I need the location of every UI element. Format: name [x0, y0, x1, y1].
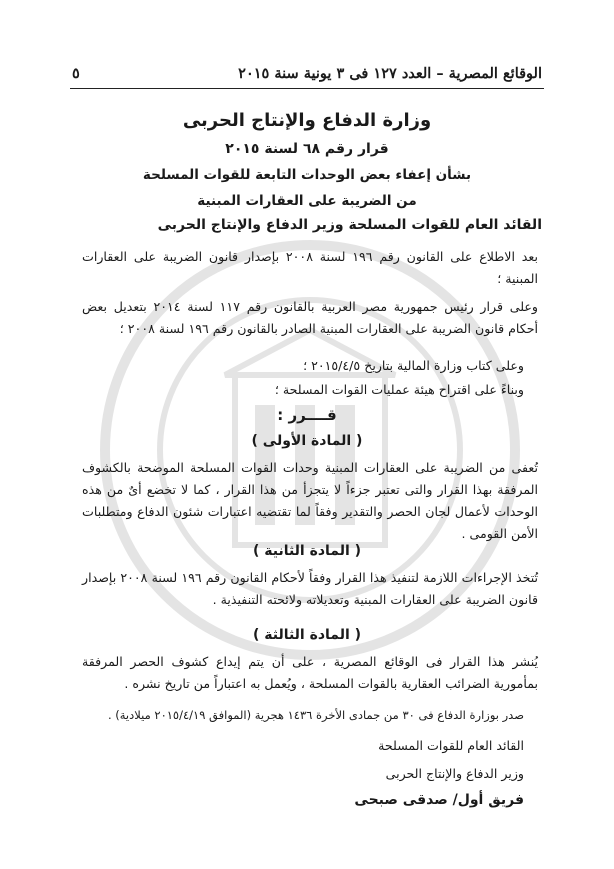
- decree-subject-line-2: من الضريبة على العقارات المبنية: [197, 193, 417, 209]
- gazette-header: [72, 62, 542, 84]
- decree-number: قرار رقم ٦٨ لسنة ٢٠١٥: [225, 141, 389, 157]
- article-2-title: ( المادة الثانية ): [252, 543, 362, 559]
- ministry-title: وزارة الدفاع والإنتاج الحربى: [182, 110, 432, 131]
- article-1-text: تُعفى من الضريبة على العقارات المبنية وحدات القوات المسلحة الموضحة بالكشوف المرفقة بهذا القرار والتى تعتبر جزءاً لا يتجزأ من هذا القرار ، كما لا تخضع أىٌ من هذه الوحدات لأعمال لجان الحصر والتقدير وفقاً لما تقتضيه اعتبارات شئون الدفاع ومتطلبات الأمن القومى .: [82, 460, 538, 541]
- preamble-law-196: بعد الاطلاع على القانون رقم ١٩٦ لسنة ٢٠٠٨ بإصدار قانون الضريبة على العقارات المبنية ؛: [82, 249, 538, 286]
- page-number: ٥: [72, 64, 80, 82]
- signatory-title-2: وزير الدفاع والإنتاج الحربى: [385, 766, 524, 781]
- signatory-name: فريق أول/ صدقى صبحى: [354, 792, 524, 808]
- decided-heading: قــــرر :: [277, 406, 337, 424]
- article-3-title: ( المادة الثالثة ): [252, 627, 362, 643]
- preamble-presidential-decree: وعلى قرار رئيس جمهورية مصر العربية بالقانون رقم ١١٧ لسنة ٢٠١٤ بتعديل بعض أحكام قانون الضريبة على العقارات المبنية الصادر بالقانون رقم ١٩٦ لسنة ٢٠٠٨ ؛: [82, 299, 538, 336]
- preamble-finance-letter: وعلى كتاب وزارة المالية بتاريخ ٢٠١٥/٤/٥ ؛: [303, 358, 524, 373]
- running-title: الوقائع المصرية – العدد ١٢٧ فى ٣ يونية سنة ٢٠١٥: [238, 64, 542, 82]
- issue-date: صدر بوزارة الدفاع فى ٣٠ من جمادى الأخرة ١٤٣٦ هجرية (الموافق ٢٠١٥/٤/١٩ ميلادية) .: [107, 708, 524, 722]
- article-1-title: ( المادة الأولى ): [251, 433, 363, 449]
- article-2-text: تُتخذ الإجراءات اللازمة لتنفيذ هذا القرار وفقاً لأحكام القانون رقم ١٩٦ لسنة ٢٠٠٨ بإصدار قانون الضريبة على العقارات المبنية وتعديلاته ولائحته التنفيذية .: [82, 570, 539, 607]
- article-3-text: يُنشر هذا القرار فى الوقائع المصرية ، على أن يتم إيداع كشوف الحصر المرفقة بمأمورية الضرائب العقارية بالقوات المسلحة ، ويُعمل به اعتباراً من تاريخ نشره .: [82, 654, 538, 691]
- preamble-operations-proposal: وبناءً على اقتراح هيئة عمليات القوات المسلحة ؛: [274, 382, 524, 397]
- signatory-title-1: القائد العام للقوات المسلحة: [378, 738, 524, 753]
- issuer-heading: القائد العام للقوات المسلحة وزير الدفاع والإنتاج الحربى: [157, 217, 542, 233]
- decree-subject-line-1: بشأن إعفاء بعض الوحدات التابعة للقوات المسلحة: [142, 167, 472, 183]
- header-rule: [70, 88, 544, 89]
